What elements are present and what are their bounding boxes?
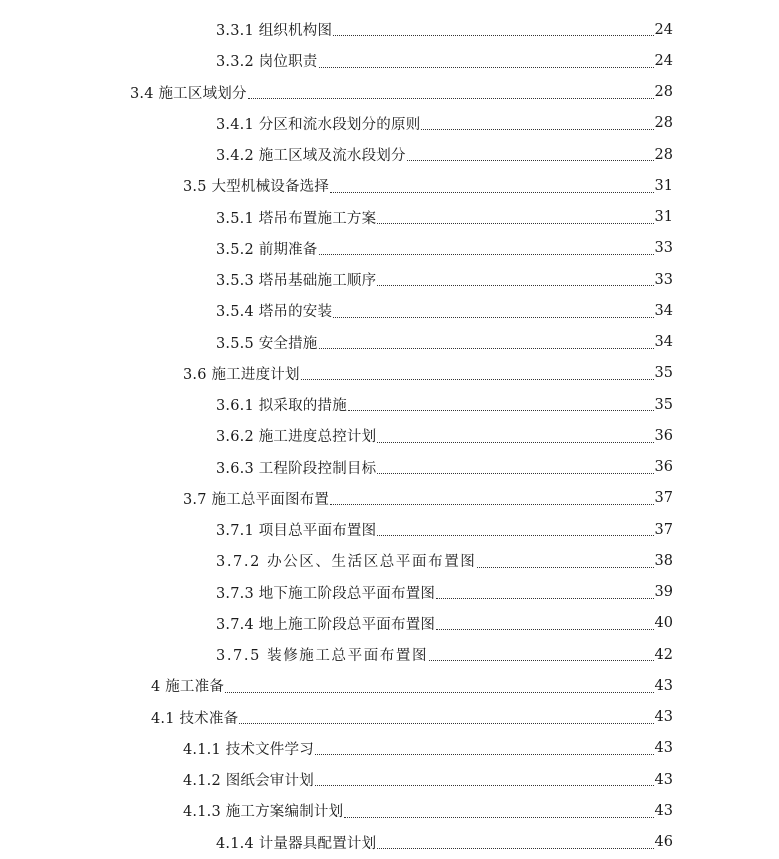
dot-leader [477, 566, 653, 568]
toc-entry[interactable] [0, 670, 779, 701]
toc-entry-title: 3.5.2 前期准备 [216, 241, 318, 258]
toc-entry-title: 3.5.3 塔吊基础施工顺序 [216, 273, 377, 290]
dot-leader [421, 128, 653, 130]
dot-leader [319, 66, 654, 68]
dot-leader [319, 347, 654, 349]
dot-leader [301, 378, 654, 380]
toc-entry[interactable] [0, 170, 779, 201]
dot-leader [333, 34, 653, 36]
toc-entry-page: 33 [654, 240, 673, 257]
toc-entry-page: 34 [654, 334, 673, 351]
toc-entry-title: 3.6.1 拟采取的措施 [216, 398, 347, 415]
toc-entry[interactable] [0, 733, 779, 764]
toc-entry[interactable] [0, 139, 779, 170]
toc-entry[interactable] [0, 77, 779, 108]
toc-entry[interactable] [0, 108, 779, 139]
toc-entry-title: 3.4.1 分区和流水段划分的原则 [216, 116, 421, 133]
toc-entry-page: 43 [654, 677, 673, 694]
toc-entry[interactable] [0, 295, 779, 326]
dot-leader [377, 222, 653, 224]
toc-entry[interactable] [0, 545, 779, 576]
toc-entry-title: 3.7 施工总平面图布置 [183, 491, 330, 508]
toc-entry-title: 3.4 施工区域划分 [130, 85, 247, 102]
dot-leader [319, 253, 654, 255]
toc-entry[interactable] [0, 420, 779, 451]
toc-entry-page: 43 [654, 802, 673, 819]
toc-entry-page: 42 [654, 646, 673, 663]
toc-entry-title: 4.1.2 图纸会审计划 [183, 773, 314, 790]
dot-leader [315, 753, 654, 755]
toc-entry-page: 40 [654, 615, 673, 632]
toc-entry-page: 43 [654, 709, 673, 726]
toc-entry-title: 4.1.3 施工方案编制计划 [183, 804, 344, 821]
toc-entry-title: 3.7.4 地上施工阶段总平面布置图 [216, 616, 436, 633]
toc-entry[interactable] [0, 639, 779, 670]
toc-entry[interactable] [0, 608, 779, 639]
toc-entry-title: 3.7.3 地下施工阶段总平面布置图 [216, 585, 436, 602]
toc-entry-page: 24 [654, 52, 673, 69]
dot-leader [436, 628, 653, 630]
dot-leader [330, 503, 653, 505]
toc-entry-title: 3.7.1 项目总平面布置图 [216, 523, 377, 540]
toc-entry-title: 3.6 施工进度计划 [183, 366, 300, 383]
toc-entry[interactable] [0, 514, 779, 545]
dot-leader [377, 534, 653, 536]
dot-leader [333, 316, 653, 318]
toc-entry-page: 46 [654, 834, 673, 851]
toc-entry[interactable] [0, 389, 779, 420]
toc-entry[interactable] [0, 264, 779, 295]
toc-entry[interactable] [0, 358, 779, 389]
dot-leader [348, 409, 654, 411]
dot-leader [429, 659, 653, 661]
dot-leader [239, 722, 653, 724]
dot-leader [330, 191, 653, 193]
toc-entry-title: 4.1.4 计量器具配置计划 [216, 835, 377, 852]
toc-entry-page: 36 [654, 427, 673, 444]
toc-entry[interactable] [0, 795, 779, 826]
dot-leader [407, 159, 654, 161]
toc-entry-page: 43 [654, 740, 673, 757]
toc-entry-title: 3.3.2 岗位职责 [216, 54, 318, 71]
toc-entry-title: 3.5.1 塔吊布置施工方案 [216, 210, 377, 227]
toc-entry-page: 34 [654, 302, 673, 319]
toc-entry-title: 3.6.2 施工进度总控计划 [216, 429, 377, 446]
toc-entry-page: 35 [654, 365, 673, 382]
dot-leader [225, 691, 654, 693]
toc-entry-page: 39 [654, 584, 673, 601]
toc-entry[interactable] [0, 45, 779, 76]
toc-entry-title: 3.4.2 施工区域及流水段划分 [216, 148, 406, 165]
dot-leader [315, 784, 654, 786]
toc-entry[interactable] [0, 577, 779, 608]
toc-entry[interactable] [0, 327, 779, 358]
toc-entry-page: 35 [654, 396, 673, 413]
dot-leader [344, 816, 653, 818]
toc-entry-page: 33 [654, 271, 673, 288]
toc-entry-page: 37 [654, 521, 673, 538]
toc-entry-page: 28 [654, 146, 673, 163]
dot-leader [377, 284, 653, 286]
toc-entry-page: 31 [654, 209, 673, 226]
toc-entry-page: 38 [654, 552, 673, 569]
dot-leader [248, 97, 654, 99]
toc-entry[interactable] [0, 14, 779, 45]
toc-entry-title: 4 施工准备 [151, 679, 225, 696]
dot-leader [377, 847, 653, 849]
toc-entry[interactable] [0, 233, 779, 264]
toc-entry-title: 4.1.1 技术文件学习 [183, 741, 314, 758]
dot-leader [377, 472, 653, 474]
toc-entry-title: 3.6.3 工程阶段控制目标 [216, 460, 377, 477]
toc-entry-title: 3.7.5 装修施工总平面布置图 [216, 648, 429, 665]
toc-entry[interactable] [0, 202, 779, 233]
toc-entry-title: 4.1 技术准备 [151, 710, 239, 727]
toc-entry-page: 24 [654, 21, 673, 38]
toc-entry-page: 43 [654, 771, 673, 788]
toc-entry[interactable] [0, 827, 779, 858]
toc-entry-title: 3.5 大型机械设备选择 [183, 179, 330, 196]
toc-entry-page: 37 [654, 490, 673, 507]
dot-leader [436, 597, 653, 599]
toc-entry-title: 3.7.2 办公区、生活区总平面布置图 [216, 554, 477, 571]
toc-entry[interactable] [0, 764, 779, 795]
dot-leader [377, 441, 653, 443]
toc-entry-page: 31 [654, 177, 673, 194]
toc-entry-page: 28 [654, 84, 673, 101]
toc-entry[interactable] [0, 702, 779, 733]
toc-entry[interactable] [0, 483, 779, 514]
table-of-contents [0, 14, 779, 858]
toc-entry-title: 3.5.5 安全措施 [216, 335, 318, 352]
toc-entry-title: 3.5.4 塔吊的安装 [216, 304, 333, 321]
toc-entry-page: 36 [654, 459, 673, 476]
toc-entry-page: 28 [654, 115, 673, 132]
toc-entry[interactable] [0, 452, 779, 483]
toc-entry-title: 3.3.1 组织机构图 [216, 23, 333, 40]
